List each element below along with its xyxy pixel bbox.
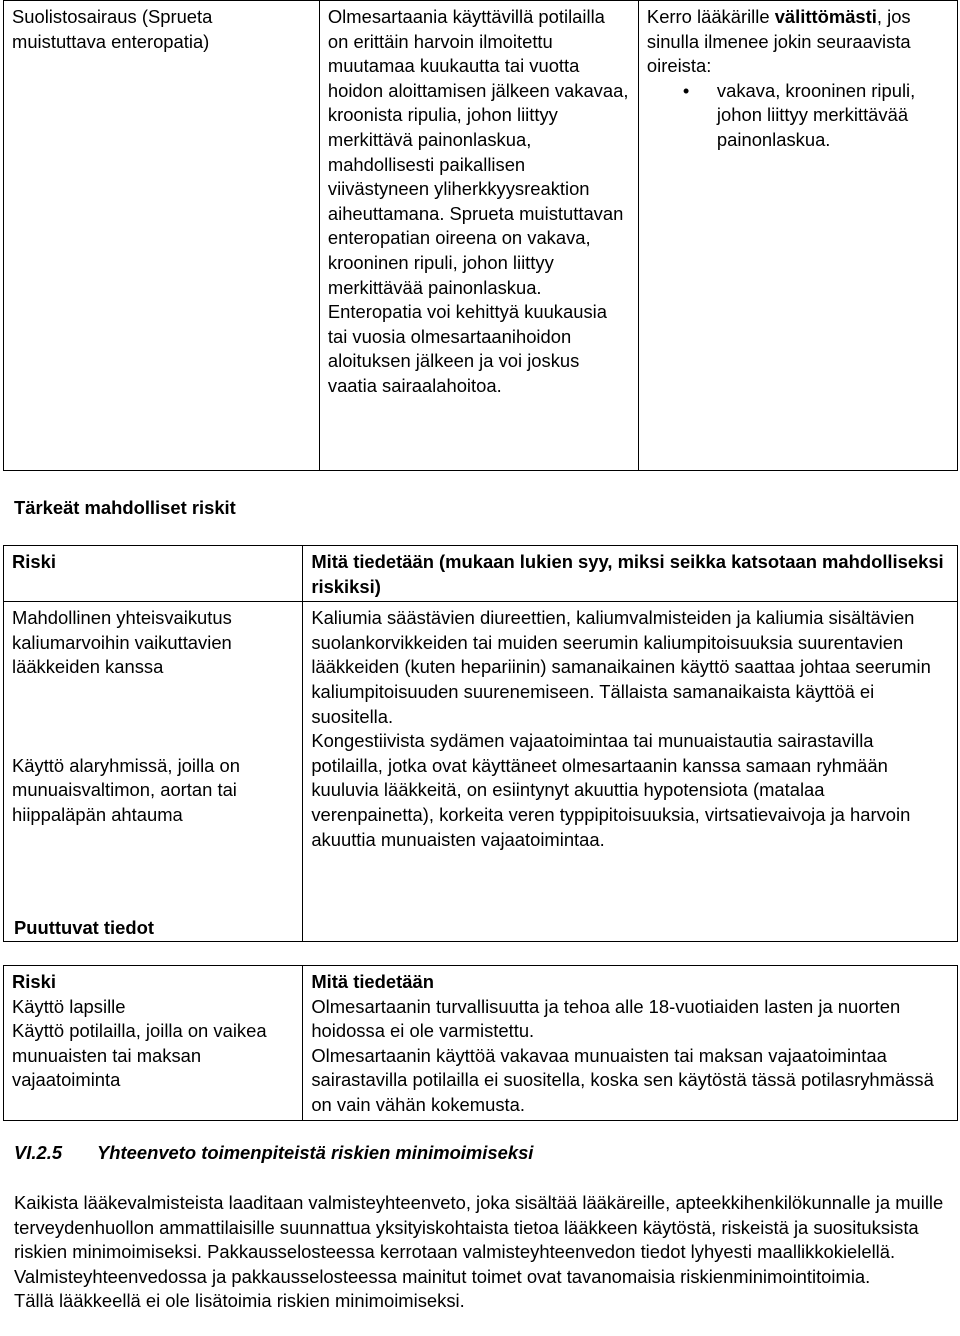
known-cell: [303, 602, 958, 942]
summary-paragraph: Kaikista lääkevalmisteista laaditaan valmisteyhteenveto, joka sisältää lääkäreille, apteekkihenkilökunnalle ja muille terveydenhuollon ammattilaisille suunnattua yksityiskohtaista tietoa lääkkeen käytöstä, riskeistä ja suosituksista riskien minimoimiseksi. Pakkausselosteessa kerrotaan valmisteyhteenvedon tiedot lyhyesti maallikkokielellä. Valmisteyhteenvedossa ja pakkausselosteessa mainitut toimet ovat tavanomaisia riskienminimointitoimia.: [14, 1192, 944, 1287]
section-body: [14, 1191, 944, 1314]
table-row: [4, 1, 958, 471]
known-text: Olmesartaanin turvallisuutta ja tehoa alle 18-vuotiaiden lasten ja nuorten hoidossa ei ole varmistettu.: [311, 995, 901, 1042]
risk-cell: [4, 1, 320, 471]
risk-name: Suolistosairaus (Sprueta muistuttava enteropatia): [12, 6, 213, 52]
risk-name: Käyttö lapsille: [12, 995, 126, 1017]
risk-table-continued: [3, 0, 958, 471]
symptom-list: [647, 79, 949, 153]
missing-info-heading: Puuttuvat tiedot: [14, 917, 154, 938]
table-header-row: [4, 546, 958, 602]
known-text: Kongestiivista sydämen vajaatoimintaa tai munuaistautia sairastavilla potilailla, jotka ovat käyttäneet olmesartaanin kanssa samaan ryhmään kuuluvia lääkkeitä, on esiintynyt akuuttia hypotensiota (matalaa verenpainetta), korkeita veren typpipitoisuuksia, virtsatievaivoja ja harvoin akuuttia munuaisten vajaatoimintaa.: [311, 730, 911, 850]
column-header-known: Mitä tiedetään (mukaan lukien syy, miksi seikka katsotaan mahdolliseksi riskiksi): [303, 546, 958, 602]
risk-name: Käyttö alaryhmissä, joilla on munuaisvaltimon, aortan tai hiippaläpän ahtauma: [12, 754, 240, 825]
risk-name: Käyttö potilailla, joilla on vaikea munuaisten tai maksan vajaatoiminta: [12, 1020, 267, 1091]
column-header-risk: Riski: [12, 971, 56, 992]
advice-cell: [638, 1, 957, 471]
section-title: [14, 1141, 533, 1166]
risk-name: Mahdollinen yhteisvaikutus kaliumarvoihin vaikuttavien lääkkeiden kanssa: [12, 607, 232, 678]
table-row: [4, 966, 958, 1121]
known-text: Olmesartaania käyttävillä potilailla on erittäin harvoin ilmoitettu muutamaa kuukautta tai vuotta hoidon aloittamisen jälkeen vakavaa, kroonista ripulia, johon liittyy merkittävä painonlaskua, mahdollisesti paikallisen viivästyneen yliherkkyysreaktion aiheuttamana. Sprueta muistuttavan enteropatian oireena on vakava, krooninen ripuli, johon liittyy merkittävää painonlaskua. Enteropatia voi kehittyä kuukausia tai vuosia olmesartaanihoidon aloituksen jälkeen ja voi joskus vaatia sairaalahoitoa.: [327, 6, 629, 396]
advice-suffix: , jos sinulla ilmenee jokin seuraavista oireista:: [646, 6, 911, 77]
important-risks-table: [3, 545, 958, 942]
column-header-risk: Riski: [4, 546, 303, 602]
risk-cell: [4, 602, 303, 942]
section-heading: Yhteenveto toimenpiteistä riskien minimoimiseksi: [97, 1142, 534, 1163]
known-cell: [303, 966, 958, 1121]
known-text: Olmesartaanin käyttöä vakavaa munuaisten tai maksan vajaatoimintaa sairastavilla potilailla ei suositella, koska sen käytöstä tässä potilasryhmässä on vain vähän kokemusta.: [311, 1044, 934, 1115]
advice-text: [647, 5, 949, 79]
advice-prefix: Kerro lääkärille: [646, 6, 775, 27]
risk-cell: [4, 966, 303, 1121]
list-item: • vakava, krooninen ripuli, johon liittyy merkittävää painonlaskua.: [717, 79, 949, 153]
missing-info-table: [3, 965, 958, 1121]
column-header-known: Mitä tiedetään: [311, 971, 434, 992]
table-row: [4, 602, 958, 942]
advice-emphasis: välittömästi: [774, 6, 877, 27]
section-number: VI.2.5: [14, 1142, 63, 1163]
important-risks-heading: Tärkeät mahdolliset riskit: [14, 497, 236, 518]
known-text: Kaliumia säästävien diureettien, kaliumvalmisteiden ja kaliumia sisältävien suolankorvikkeiden tai muiden seerumin kaliumpitoisuuksia suurentavien lääkkeiden (kuten hepariinin) samanaikainen käyttö saattaa johtaa seerumin kaliumpitoisuuden suurenemiseen. Tällaista samanaikaista käyttöä ei suositella.: [311, 607, 931, 727]
summary-note: Tällä lääkkeellä ei ole lisätoimia riskien minimoimiseksi.: [14, 1290, 465, 1312]
known-cell: [319, 1, 638, 471]
